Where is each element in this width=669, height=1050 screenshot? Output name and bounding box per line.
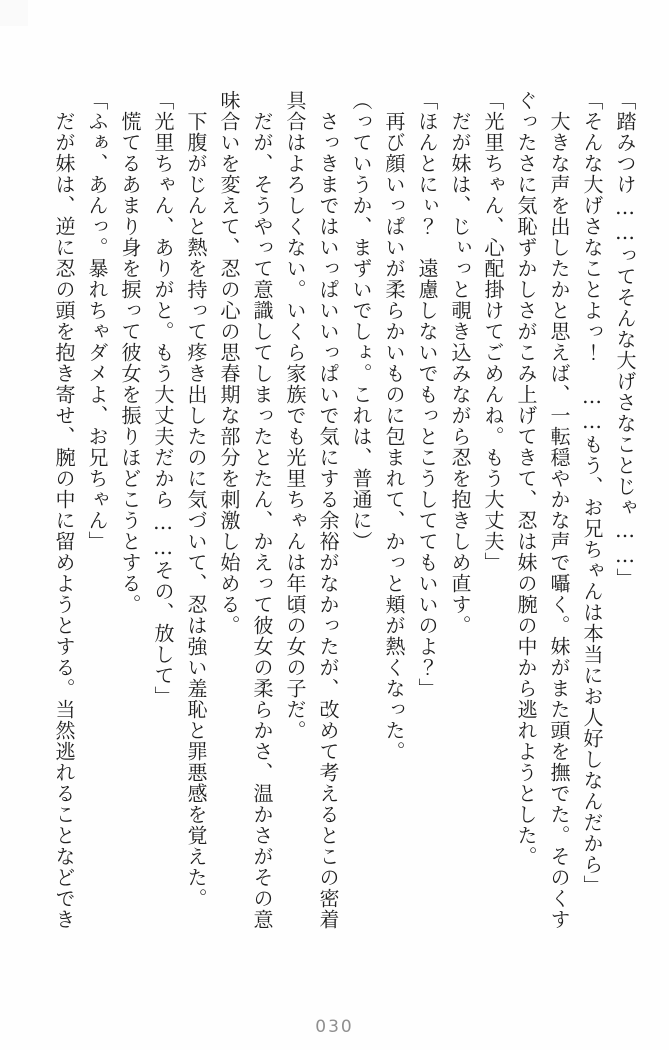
text-line: だが、そうやって意識してしまったとたん、かえって彼女の柔らかさ、温かさがその意 xyxy=(250,111,274,930)
text-line: 再び顔いっぱいが柔らかいものに包まれて、かっと頬が熱くなった。 xyxy=(382,111,406,762)
text-line: 具合はよろしくない。いくら家族でも光里ちゃんは年頃の女の子だ。 xyxy=(283,90,307,741)
text-line: （っていうか、まずいでしょ。これは、普通に） xyxy=(349,90,373,552)
text-line: ぐったさに気恥ずかしさがこみ上げてきて、忍は妹の腕の中から逃れようとした。 xyxy=(514,90,538,867)
text-line: 味合いを変えて、忍の心の思春期な部分を刺激し始める。 xyxy=(217,90,241,636)
text-line: 「光里ちゃん、ありがと。もう大丈夫だから……その、放して」 xyxy=(151,90,175,707)
text-line: だが妹は、逆に忍の頭を抱き寄せ、腕の中に留めようとする。当然逃れることなどでき xyxy=(52,111,76,930)
text-line: 「ふぁ、あんっ。暴れちゃダメよ、お兄ちゃん」 xyxy=(85,90,109,552)
vertical-text-block xyxy=(47,90,641,962)
text-line: 下腹がじんと熱を持って疼き出したのに気づいて、忍は強い羞恥と罪悪感を覚えた。 xyxy=(184,111,208,909)
text-line: 「ほんとにぃ？ 遠慮しないでもっとこうしててもいいのよ？」 xyxy=(415,90,439,699)
text-line: 大きな声を出したかと思えば、一転穏やかな声で囁く。妹がまた頭を撫でた。そのくす xyxy=(547,111,571,930)
text-line: だが妹は、じぃっと覗き込みながら忍を抱きしめ直す。 xyxy=(448,111,472,636)
text-line: 「光里ちゃん、心配掛けてごめんね。もう大丈夫」 xyxy=(481,90,505,573)
text-line: さっきまではいっぱいいっぱいで気にする余裕がなかったが、改めて考えるとこの密着 xyxy=(316,111,340,930)
scan-artifact xyxy=(0,0,28,26)
text-line: 「そんな大げさなことよっ！ ……もう、お兄ちゃんは本当にお人好しなんだから」 xyxy=(580,90,604,896)
text-line: 慌てるあまり身を捩って彼女を振りほどこうとする。 xyxy=(118,111,142,615)
text-line: 「踏みつけ……ってそんな大げさなことじゃ……」 xyxy=(613,90,637,589)
page-number: 030 xyxy=(315,1017,354,1037)
